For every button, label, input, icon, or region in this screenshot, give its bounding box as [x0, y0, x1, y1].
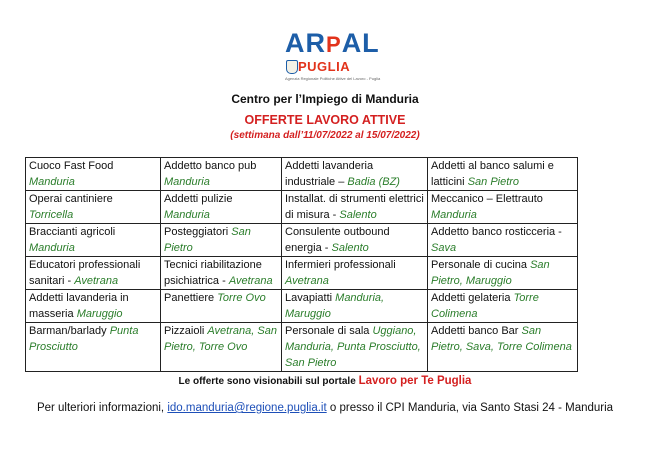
job-location: Manduria	[164, 176, 210, 188]
job-cell	[161, 224, 282, 257]
job-title: Personale di cucina	[431, 259, 528, 271]
job-cell	[161, 191, 282, 224]
job-location: San Pietro, Sava, Torre Colimena	[431, 325, 572, 353]
job-location: Torre Ovo	[217, 292, 266, 304]
job-location: San Pietro, Maruggio	[431, 259, 550, 287]
job-location: Torricella	[29, 209, 74, 221]
job-location: Manduria	[431, 209, 477, 221]
table-row	[26, 323, 578, 372]
period-subtitle: (settimana dall’11/07/2022 al 15/07/2022)	[230, 130, 420, 141]
arpal-logo	[275, 28, 381, 90]
portal-note	[0, 375, 650, 387]
puglia-emblem-icon	[286, 60, 298, 74]
job-cell	[282, 257, 428, 290]
job-title: Addetti gelateria	[431, 292, 511, 304]
contact-suffix: o presso il CPI Manduria, via Santo Stasi 24 - Manduria	[329, 402, 614, 414]
job-title: Operai cantiniere	[29, 193, 113, 205]
job-title: Addetti pulizie	[164, 193, 233, 205]
job-title: Educatori professionali sanitari -	[29, 259, 141, 287]
job-title: Addetti banco Bar	[431, 325, 519, 337]
job-title: Tecnici riabilitazione psichiatrica -	[164, 259, 262, 287]
portal-note-text: Le offerte sono visionabili sul portale	[178, 376, 356, 387]
job-location: Badia (BZ)	[347, 176, 400, 188]
portal-name: Lavoro per Te Puglia	[358, 375, 472, 387]
job-location: Avetrana	[228, 275, 273, 287]
job-title: Posteggiatori	[164, 226, 229, 238]
job-location: Manduria	[164, 209, 210, 221]
job-cell	[161, 257, 282, 290]
job-cell	[282, 158, 428, 191]
job-location: San Pietro	[164, 226, 251, 254]
logo-subtitle: PUGLIA	[298, 59, 351, 74]
job-location: Salento	[331, 242, 369, 254]
job-title: Installat. di strumenti elettrici di misura -	[285, 193, 424, 221]
job-title: Cuoco Fast Food	[29, 160, 114, 172]
job-location: Manduria, Maruggio	[285, 292, 385, 320]
job-title: Barman/barlady	[29, 325, 107, 337]
job-title: Addetto banco rosticceria -	[431, 226, 562, 238]
logo-wordmark: ARPAL	[285, 28, 380, 58]
job-title: Panettiere	[164, 292, 215, 304]
job-title: Addetto banco pub	[164, 160, 257, 172]
job-location: Manduria	[29, 176, 75, 188]
contact-prefix: Per ulteriori informazioni,	[36, 402, 165, 414]
job-title: Consulente outbound energia -	[285, 226, 390, 254]
job-cell	[26, 158, 161, 191]
job-location: Avetrana, San Pietro, Torre Ovo	[164, 325, 277, 353]
job-title: Meccanico – Elettrauto	[431, 193, 543, 205]
job-cell	[161, 158, 282, 191]
job-offers-table	[25, 157, 578, 372]
job-location: Manduria	[29, 242, 75, 254]
job-title: Addetti lavanderia in masseria	[29, 292, 129, 320]
job-location: Torre Colimena	[431, 292, 539, 320]
job-location: San Pietro	[467, 176, 520, 188]
job-cell	[282, 290, 428, 323]
job-cell	[26, 257, 161, 290]
job-title: Braccianti agricoli	[29, 226, 116, 238]
job-title: Addetti al banco salumi e latticini	[431, 160, 554, 188]
job-location: Uggiano, Manduria, Punta Prosciutto, San Pietro	[285, 325, 421, 369]
job-location: Sava	[431, 242, 457, 254]
table-row	[26, 257, 578, 290]
job-title: Personale di sala	[285, 325, 370, 337]
logo-caption: Agenzia Regionale Politiche Attive del Lavoro - Puglia	[285, 76, 381, 81]
table-row	[26, 290, 578, 323]
table-row	[26, 158, 578, 191]
job-cell	[428, 257, 578, 290]
table-row	[26, 224, 578, 257]
job-title: Lavapiatti	[285, 292, 333, 304]
job-cell	[428, 158, 578, 191]
job-cell	[282, 191, 428, 224]
job-cell	[26, 191, 161, 224]
job-location: Avetrana	[74, 275, 119, 287]
table-row	[26, 191, 578, 224]
job-cell	[428, 191, 578, 224]
job-cell	[26, 224, 161, 257]
job-cell	[428, 290, 578, 323]
job-location: Avetrana	[285, 275, 329, 287]
job-cell	[428, 224, 578, 257]
office-title: Centro per l’Impiego di Manduria	[231, 92, 419, 106]
email-link[interactable]: ido.manduria@regione.puglia.it	[167, 402, 327, 414]
contact-info	[0, 402, 650, 414]
job-title: Infermieri professionali	[285, 259, 396, 271]
job-cell	[26, 323, 161, 372]
job-cell	[161, 323, 282, 372]
job-cell	[282, 323, 428, 372]
job-location: Punta Prosciutto	[29, 325, 139, 353]
job-title: Pizzaioli	[164, 325, 205, 337]
job-cell	[26, 290, 161, 323]
job-location: Salento	[339, 209, 377, 221]
page-heading: OFFERTE LAVORO ATTIVE	[244, 113, 406, 127]
job-cell	[282, 224, 428, 257]
job-location: Maruggio	[76, 308, 123, 320]
job-title: Addetti lavanderia industriale –	[285, 160, 374, 188]
job-cell	[161, 290, 282, 323]
job-cell	[428, 323, 578, 372]
